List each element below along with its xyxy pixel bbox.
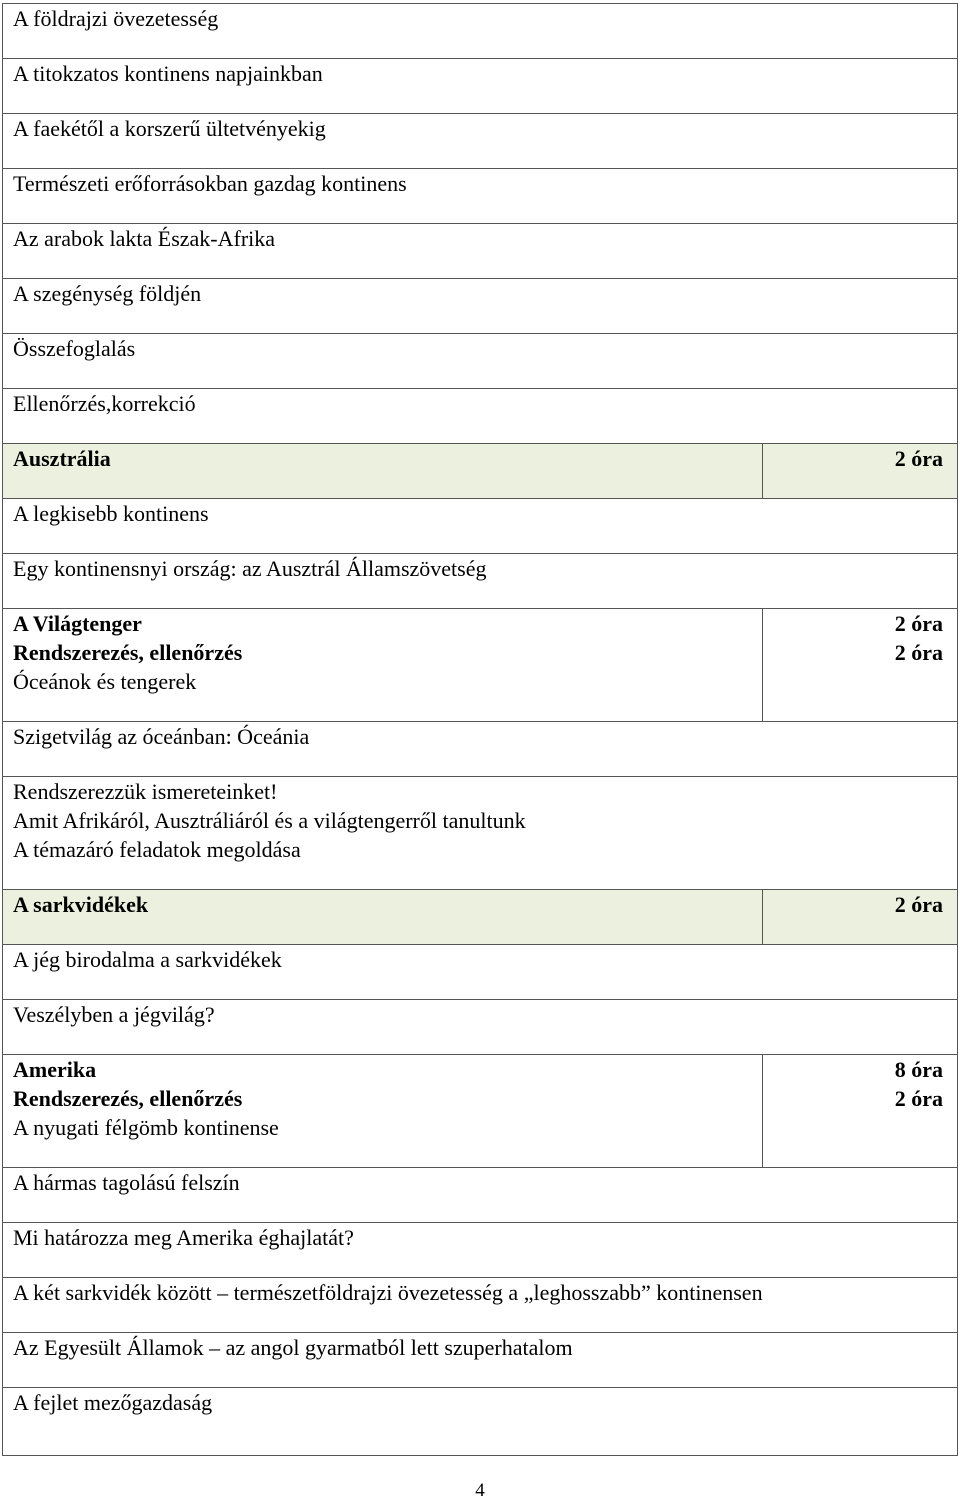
table-row xyxy=(3,499,958,554)
section-title: Ausztrália xyxy=(13,446,111,471)
section-title-cell xyxy=(3,444,763,499)
topic-text: Ellenőrzés,korrekció xyxy=(13,391,196,416)
table-row xyxy=(3,224,958,279)
topic-cell xyxy=(3,4,958,59)
table-row xyxy=(3,169,958,224)
table-row xyxy=(3,945,958,1000)
section-title-cell xyxy=(3,890,763,945)
topic-text: Rendszerezzük ismereteinket! xyxy=(13,779,278,804)
table-row xyxy=(3,59,958,114)
topic-text: A két sarkvidék között – természetföldrajzi övezetesség a „leghosszabb” kontinensen xyxy=(13,1280,763,1305)
topic-cell xyxy=(3,1000,958,1055)
topic-cell xyxy=(3,389,958,444)
curriculum-table xyxy=(2,3,958,1456)
topic-cell xyxy=(3,722,958,777)
topic-text: A legkisebb kontinens xyxy=(13,501,209,526)
topic-text: Veszélyben a jégvilág? xyxy=(13,1002,215,1027)
topic-text: Összefoglalás xyxy=(13,336,136,361)
topic-cell xyxy=(3,945,958,1000)
section-title: Amerika xyxy=(13,1057,97,1082)
section-subtitle: Rendszerezés, ellenőrzés xyxy=(13,1086,243,1111)
hours-value-secondary: 2 óra xyxy=(894,1086,944,1111)
table-row xyxy=(3,4,958,59)
section-row-america xyxy=(3,1055,958,1168)
topic-text: Szigetvilág az óceánban: Óceánia xyxy=(13,724,310,749)
table-row xyxy=(3,1223,958,1278)
table-row xyxy=(3,1333,958,1388)
hours-value: 2 óra xyxy=(894,611,944,636)
section-title: A Világtenger xyxy=(13,611,142,636)
table-row xyxy=(3,554,958,609)
topic-text: A jég birodalma a sarkvidékek xyxy=(13,947,282,972)
section-row-polar-regions xyxy=(3,890,958,945)
topic-text: A fejlet mezőgazdaság xyxy=(13,1390,213,1415)
hours-cell xyxy=(763,890,958,945)
page-number: 4 xyxy=(475,1480,485,1501)
section-title-cell xyxy=(3,609,763,722)
topic-cell xyxy=(3,1388,958,1456)
topic-text: A nyugati félgömb kontinense xyxy=(13,1115,279,1140)
topic-cell xyxy=(3,499,958,554)
topic-text: Az arabok lakta Észak-Afrika xyxy=(13,226,276,251)
topic-text: Egy kontinensnyi ország: az Ausztrál Államszövetség xyxy=(13,556,487,581)
table-row xyxy=(3,114,958,169)
topic-text: A földrajzi övezetesség xyxy=(13,6,219,31)
hours-value: 2 óra xyxy=(894,446,944,471)
topic-text: A témazáró feladatok megoldása xyxy=(13,837,301,862)
table-row xyxy=(3,722,958,777)
topic-cell xyxy=(3,554,958,609)
topic-cell xyxy=(3,1223,958,1278)
topic-text: A titokzatos kontinens napjainkban xyxy=(13,61,323,86)
table-row xyxy=(3,1000,958,1055)
topic-cell xyxy=(3,1333,958,1388)
topic-text: Természeti erőforrásokban gazdag kontinens xyxy=(13,171,407,196)
topic-cell xyxy=(3,169,958,224)
topic-text: Amit Afrikáról, Ausztráliáról és a világtengerről tanultunk xyxy=(13,808,526,833)
topic-cell xyxy=(3,224,958,279)
table-row xyxy=(3,1278,958,1333)
topic-text: A faekétől a korszerű ültetvényekig xyxy=(13,116,326,141)
section-title-cell xyxy=(3,1055,763,1168)
hours-value: 2 óra xyxy=(894,892,944,917)
hours-value: 8 óra xyxy=(894,1057,944,1082)
topic-cell xyxy=(3,777,958,890)
topic-text: A hármas tagolású felszín xyxy=(13,1170,240,1195)
table-row xyxy=(3,777,958,890)
hours-value-secondary: 2 óra xyxy=(894,640,944,665)
section-title: A sarkvidékek xyxy=(13,892,149,917)
section-row-australia xyxy=(3,444,958,499)
topic-cell xyxy=(3,1278,958,1333)
topic-text: A szegénység földjén xyxy=(13,281,202,306)
topic-cell xyxy=(3,279,958,334)
hours-cell xyxy=(763,609,958,722)
table-row xyxy=(3,334,958,389)
topic-text: Mi határozza meg Amerika éghajlatát? xyxy=(13,1225,354,1250)
hours-cell xyxy=(763,1055,958,1168)
table-row xyxy=(3,1388,958,1456)
table-row xyxy=(3,1168,958,1223)
section-row-world-ocean xyxy=(3,609,958,722)
section-subtitle: Rendszerezés, ellenőrzés xyxy=(13,640,243,665)
table-row xyxy=(3,279,958,334)
topic-text: Óceánok és tengerek xyxy=(13,669,197,694)
topic-cell xyxy=(3,334,958,389)
topic-text: Az Egyesült Államok – az angol gyarmatból lett szuperhatalom xyxy=(13,1335,573,1360)
topic-cell xyxy=(3,114,958,169)
topic-cell xyxy=(3,59,958,114)
topic-cell xyxy=(3,1168,958,1223)
table-row xyxy=(3,389,958,444)
hours-cell xyxy=(763,444,958,499)
